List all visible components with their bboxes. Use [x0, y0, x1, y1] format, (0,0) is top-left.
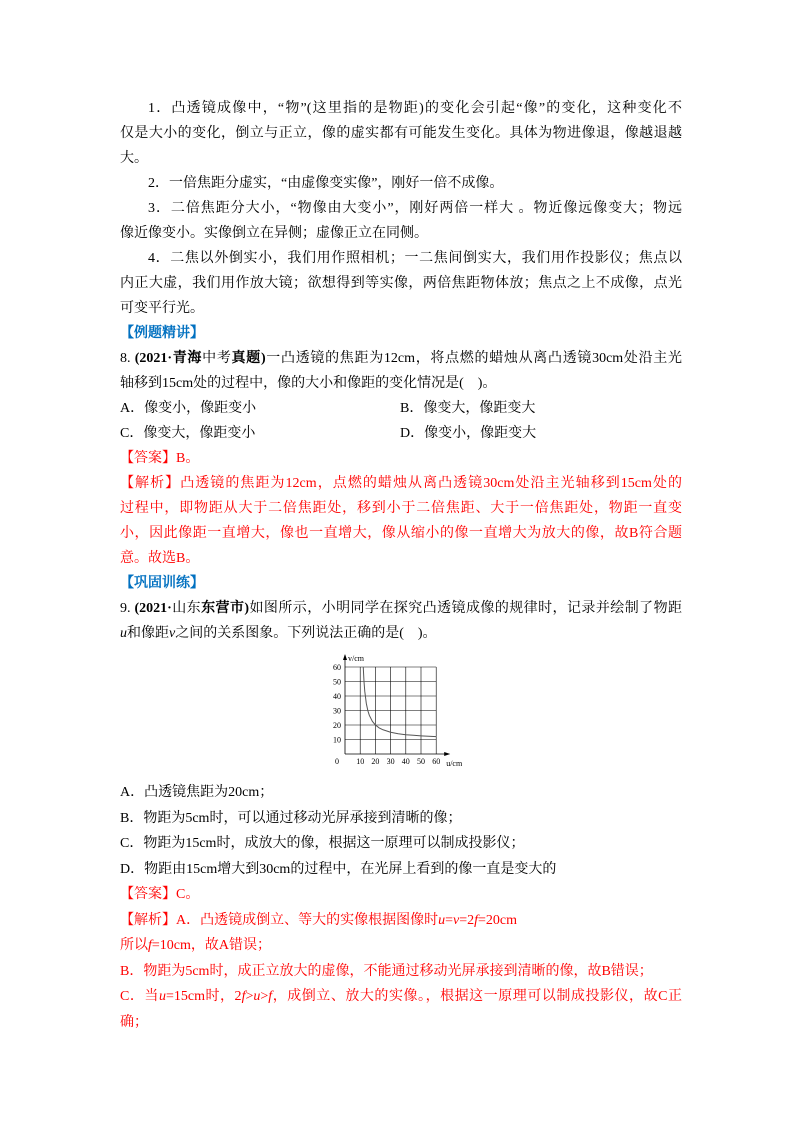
option-d: D．物距由15cm增大到30cm的过程中，在光屏上看到的像一直是变大的 [120, 861, 557, 877]
question-source: (2021·青海 [134, 350, 203, 366]
analysis-text: = [445, 912, 454, 928]
question-number: 9. [120, 600, 135, 616]
option-b: B．物距为5cm时，可以通过移动光屏承接到清晰的像； [120, 810, 462, 826]
analysis-line: 【解析】凸透镜的焦距为12cm，点燃的蜡烛从离凸透镜30cm处沿主光轴移到15cm处的 [120, 475, 682, 491]
analysis-line [120, 933, 682, 959]
option-a: A．像变小，像距变小 [120, 400, 257, 416]
variable-u: u [438, 912, 446, 928]
x-axis-label: u/cm [446, 758, 463, 768]
variable-u: u [120, 625, 127, 641]
text-line: 大。 [120, 150, 148, 166]
variable-f: f [268, 989, 273, 1004]
tip-paragraph-2 [120, 171, 682, 196]
section-heading-example: 【例题精讲】 [120, 325, 204, 341]
y-axis-label: v/cm [348, 653, 364, 663]
question-source: 中考 [202, 350, 232, 366]
question-8-options-row [120, 421, 682, 446]
analysis-text: =20cm [478, 912, 518, 928]
x-tick-label: 40 [401, 756, 410, 766]
tip-paragraph-1 [120, 96, 682, 171]
text-line: 内正大虚，我们用作放大镜；欲想得到等实像，两倍焦距物体放；焦点之上不成像，点光 [120, 275, 682, 291]
x-tick-label: 60 [432, 756, 441, 766]
question-8-answer: 【答案】B。 [120, 450, 200, 466]
question-number: 8. [120, 350, 135, 366]
text-line: 像近像变小。实像倒立在异侧；虚像正立在同侧。 [120, 225, 428, 241]
analysis-line: 小，因此像距一直增大，像也一直增大，像从缩小的像一直增大为放大的像，故B符合题 [120, 525, 682, 541]
question-9-answer: 【答案】C。 [120, 887, 200, 902]
x-tick-label: 10 [356, 756, 365, 766]
option-b: B．像变大，像距变大 [400, 400, 536, 416]
y-tick-label: 10 [333, 735, 341, 744]
question-text: 如图所示，小明同学在探究凸透镜成像的规律时，记录并绘制了物距 [249, 600, 683, 616]
y-tick-label: 50 [333, 677, 341, 686]
x-tick-label: 0 [335, 756, 339, 766]
option-c: C．像变大，像距变小 [120, 425, 256, 441]
text-line: 4．二焦以外倒实小，我们用作照相机；一二焦间倒实大，我们用作投影仪；焦点以 [148, 250, 682, 266]
question-text: 和像距 [127, 625, 169, 641]
analysis-line: B．物距为5cm时，成正立放大的虚像，不能通过移动光屏承接到清晰的像，故B错误； [120, 963, 653, 979]
figure [120, 646, 682, 781]
tip-paragraph-4 [120, 246, 682, 321]
option-a: A．凸透镜焦距为20cm； [120, 785, 274, 800]
analysis-text: =10cm，故A错误； [151, 938, 271, 953]
question-text: 之间的关系图象。下列说法正确的是( )。 [175, 625, 437, 641]
analysis-text: C．当 [120, 989, 159, 1004]
x-tick-label: 30 [386, 756, 395, 766]
variable-u: u [158, 989, 166, 1004]
variable-f: f [474, 912, 479, 928]
analysis-line [120, 908, 682, 934]
question-9 [120, 596, 682, 1036]
analysis-line: 确； [120, 1014, 148, 1030]
u-v-graph [318, 652, 478, 776]
text-line: 1．凸透镜成像中，“物”(这里指的是物距)的变化会引起“像”的变化，这种变化不 [148, 100, 682, 116]
x-axis-arrow [444, 752, 450, 756]
section-heading-practice: 【巩固训练】 [120, 575, 204, 591]
text-line: 2．一倍焦距分虚实，“由虚像变实像”，刚好一倍不成像。 [148, 175, 504, 191]
analysis-line [120, 984, 682, 1010]
analysis-line: 意。故选B。 [120, 550, 200, 566]
option-d: D．像变小，像距变大 [400, 425, 537, 441]
page-content [120, 96, 682, 1036]
question-9-stem-line [120, 621, 682, 646]
y-tick-label: 30 [333, 706, 341, 715]
analysis-text: 【解析】A．凸透镜成倒立、等大的实像根据图像时 [120, 912, 439, 928]
question-8-options-row [120, 396, 682, 421]
x-tick-label: 50 [417, 756, 425, 766]
question-source: (2021· [134, 600, 172, 616]
question-text: 一凸透镜的焦距为12cm，将点燃的蜡烛从离凸透镜30cm处沿主光 [265, 350, 682, 366]
analysis-text: =15cm时，2 [165, 989, 242, 1004]
analysis-text: > [245, 989, 254, 1004]
text-line: 3．二倍焦距分大小，“物像由大变小”，刚好两倍一样大 。物近像远像变大；物远 [148, 200, 682, 216]
question-8-stem-line: 轴移到15cm处的过程中，像的大小和像距的变化情况是( )。 [120, 375, 497, 391]
variable-f: f [148, 938, 152, 953]
question-9-stem-line [120, 596, 682, 621]
text-line: 可变平行光。 [120, 300, 204, 316]
variable-v: v [169, 625, 176, 641]
analysis-text: 所以 [120, 938, 148, 953]
text-line: 仅是大小的变化，倒立与正立，像的虚实都有可能发生变化。具体为物进像退，像越退越 [120, 125, 682, 141]
analysis-line: 过程中，即物距从大于二倍焦距处，移到小于二倍焦距、大于一倍焦距处，物距一直变 [120, 500, 682, 516]
variable-f: f [241, 989, 246, 1004]
data-curve [363, 667, 436, 737]
question-source: 山东 [171, 600, 202, 616]
x-tick-label: 20 [371, 756, 380, 766]
option-c: C．物距为15cm时，成放大的像，根据这一原理可以制成投影仪； [120, 836, 525, 851]
tip-paragraph-3 [120, 196, 682, 246]
question-source: 东营市) [201, 600, 250, 616]
variable-u: u [253, 989, 261, 1004]
question-8-stem-line [120, 346, 682, 371]
question-9-analysis [120, 908, 682, 1036]
y-tick-label: 40 [333, 691, 341, 701]
analysis-text: > [260, 989, 269, 1004]
analysis-text: =2 [459, 912, 475, 928]
question-8 [120, 346, 682, 571]
question-source: 真题) [231, 350, 266, 366]
question-8-analysis [120, 471, 682, 571]
y-tick-label: 60 [333, 662, 341, 672]
variable-v: v [453, 912, 460, 928]
analysis-text: ，成倒立、放大的实像。，根据这一原理可以制成投影仪，故C正 [272, 989, 683, 1004]
y-tick-label: 20 [333, 720, 341, 730]
y-axis-arrow [343, 654, 347, 660]
